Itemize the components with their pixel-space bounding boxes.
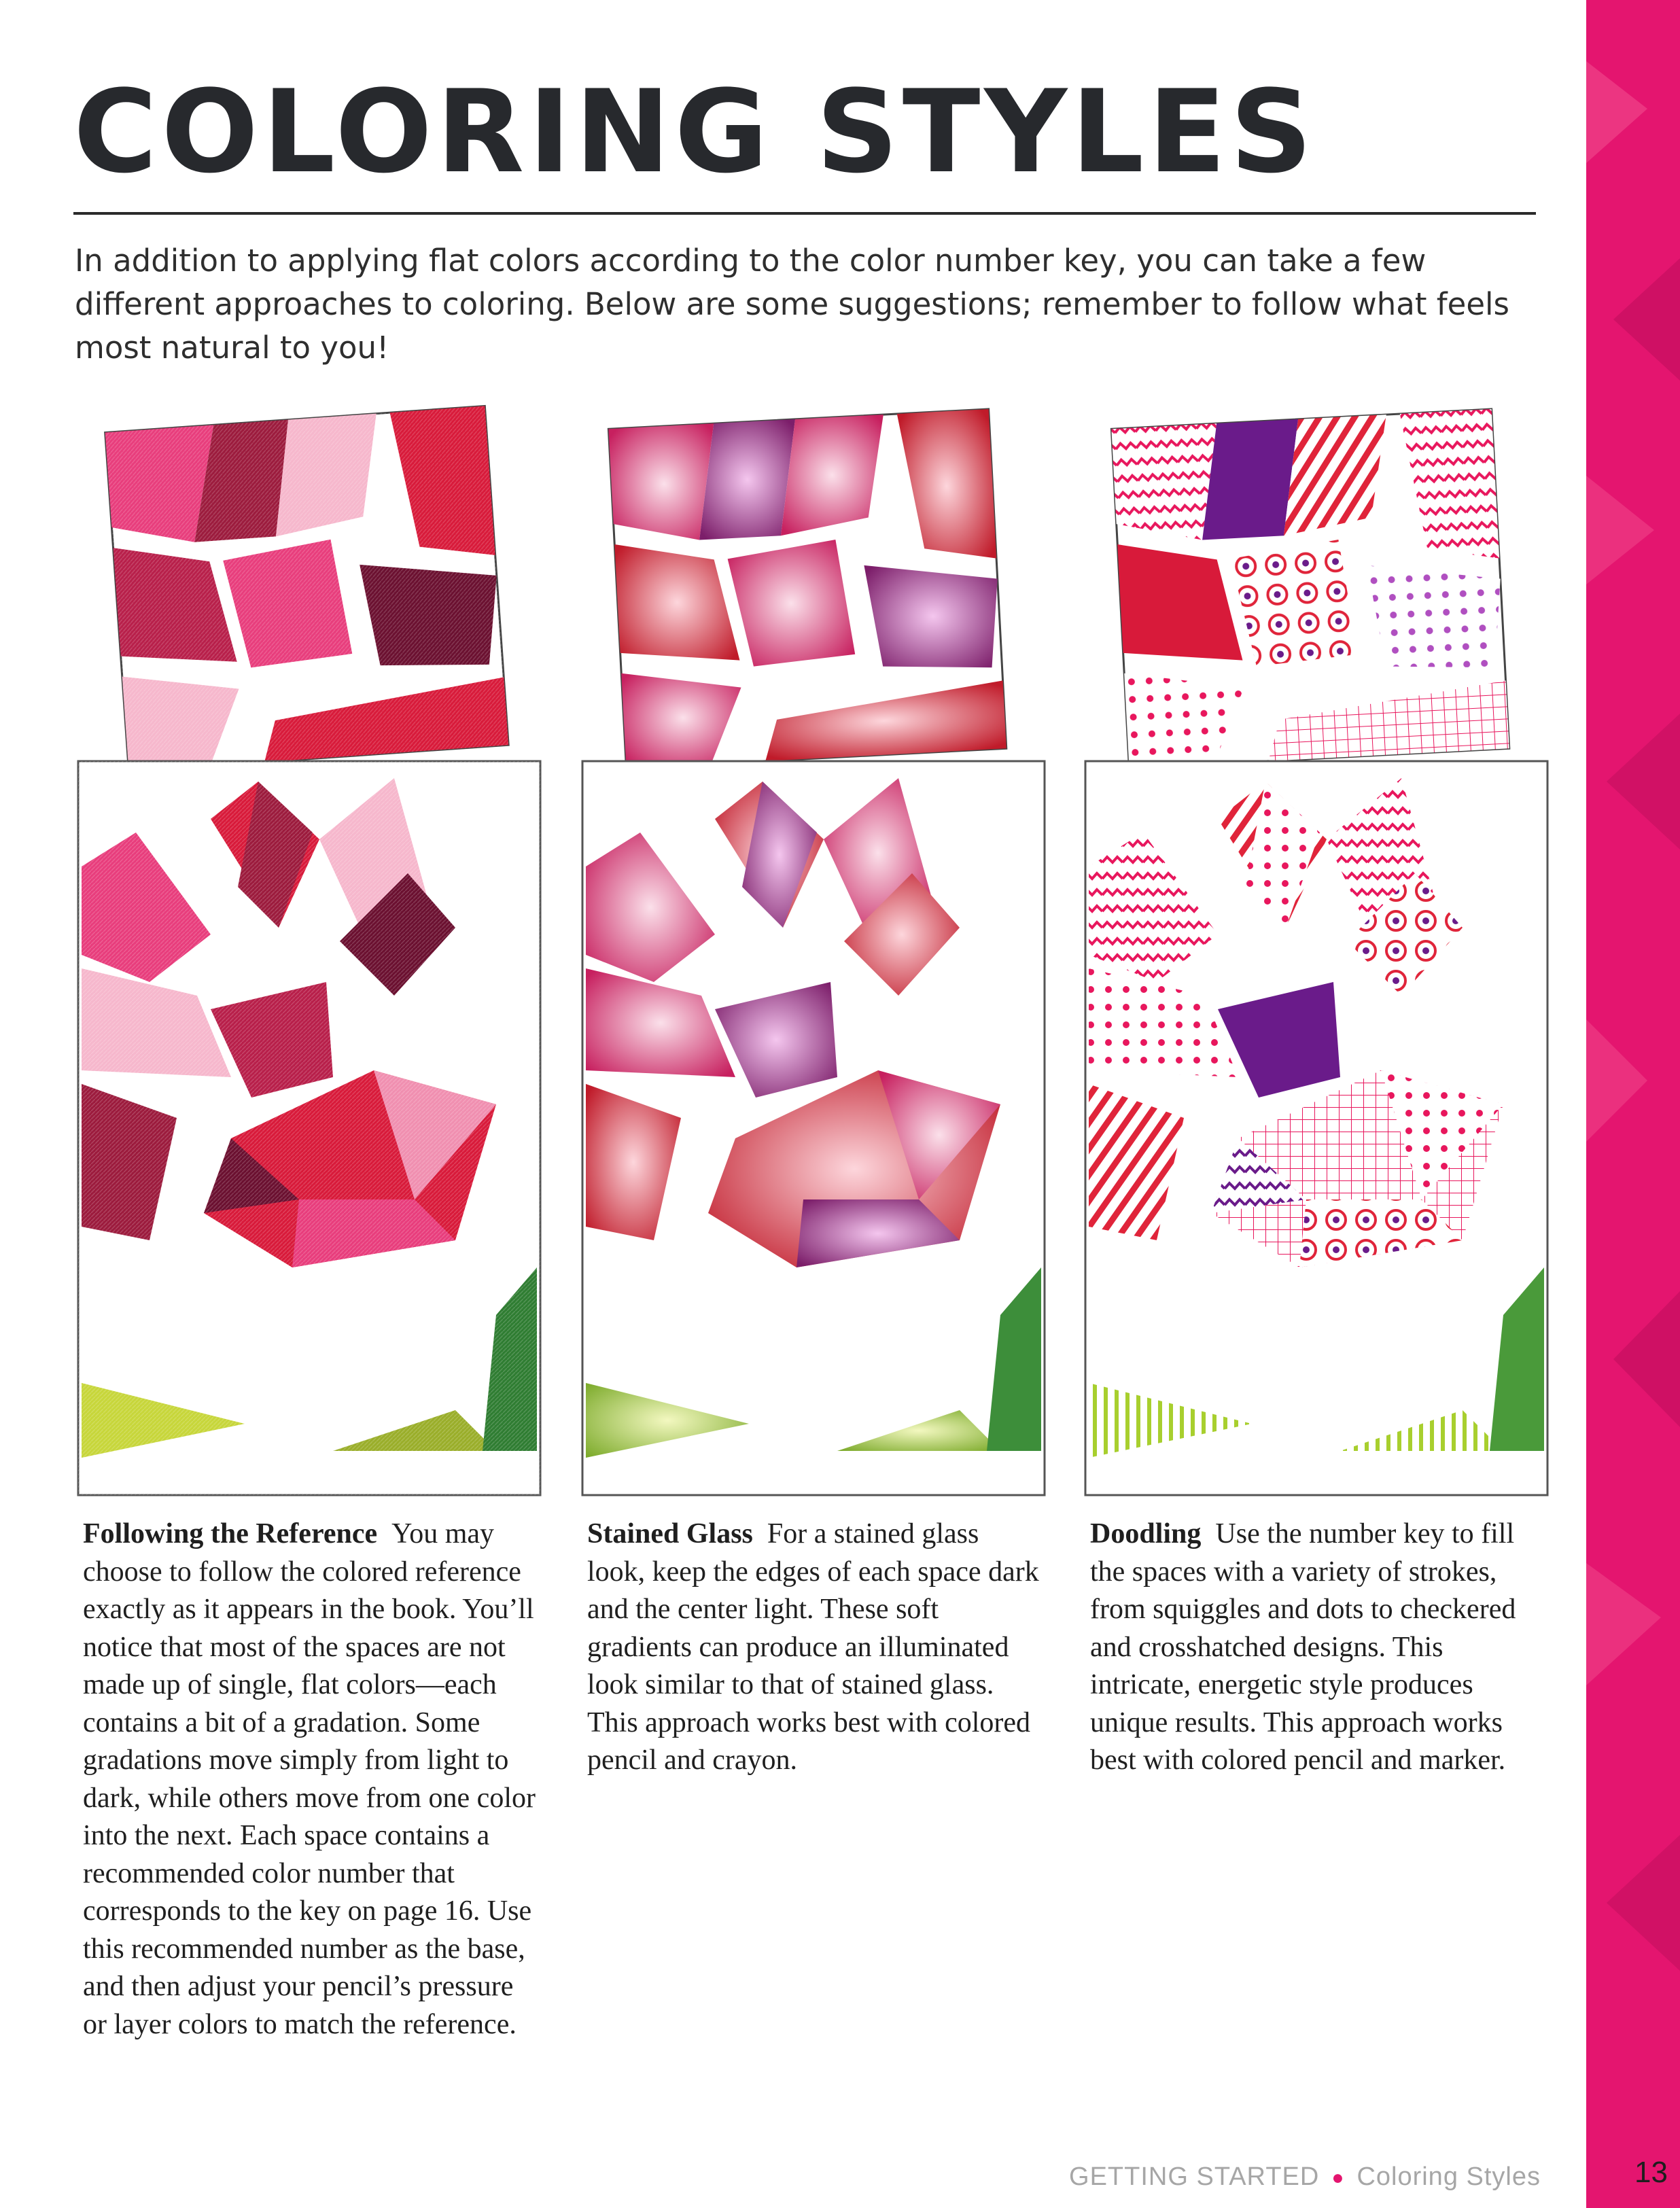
stained-glass-heading: Stained Glass: [587, 1518, 753, 1549]
stained-glass-body: For a stained glass look, keep the edges of each space dark and the center light. These soft gradients can produce an illuminated look similar to that of stained glass. This approach works best with colored pencil and crayon.: [587, 1518, 1039, 1776]
reference-body: You may choose to follow the colored reference exactly as it appears in the book. You’ll notice that most of the spaces are not made up of single, flat colors—each contains a bit of a gradation. Some gradations move simply from light to dark, while others move from one color into the next. Each space contains a recommended color number that corresponds to the key on page 16. Use this recommended number as the base, and then adjust your pencil’s pressure or layer colors to match the reference.: [83, 1518, 536, 2040]
doodling-body: Use the number key to fill the spaces with a variety of strokes, from squiggles and dots to checkered and crosshatched designs. This intricate, energetic style produces unique results. This approach works best with colored pencil and marker.: [1090, 1518, 1516, 1776]
footer-topic: Coloring Styles: [1357, 2162, 1541, 2191]
reference-heading: Following the Reference: [83, 1518, 378, 1549]
doodling-gem-artwork: [1082, 398, 1558, 1499]
doodling-illustration: [1082, 398, 1558, 1499]
stained-glass-illustration: [579, 398, 1055, 1499]
doodling-caption: [1090, 1515, 1545, 1780]
footer-running-head: [1069, 2162, 1541, 2192]
page-title: COLORING STYLES: [73, 65, 1316, 198]
title-rule: [73, 212, 1536, 215]
stained-glass-caption: [587, 1515, 1043, 1780]
reference-illustration: [75, 398, 550, 1499]
stained-glass-gem-artwork: [579, 398, 1055, 1499]
doodling-heading: Doodling: [1090, 1518, 1202, 1549]
reference-gem-artwork: [75, 398, 550, 1499]
decorative-side-band: [1586, 0, 1680, 2208]
page-number: 13: [1634, 2156, 1668, 2189]
reference-caption: [83, 1515, 538, 2044]
intro-paragraph: In addition to applying flat colors according to the color number key, you can take a few different approaches to coloring. Below are some suggestions; remember to follow what feels most natural to you!: [75, 243, 1509, 366]
bullet-icon: ●: [1331, 2166, 1345, 2189]
footer-section: GETTING STARTED: [1069, 2162, 1320, 2191]
